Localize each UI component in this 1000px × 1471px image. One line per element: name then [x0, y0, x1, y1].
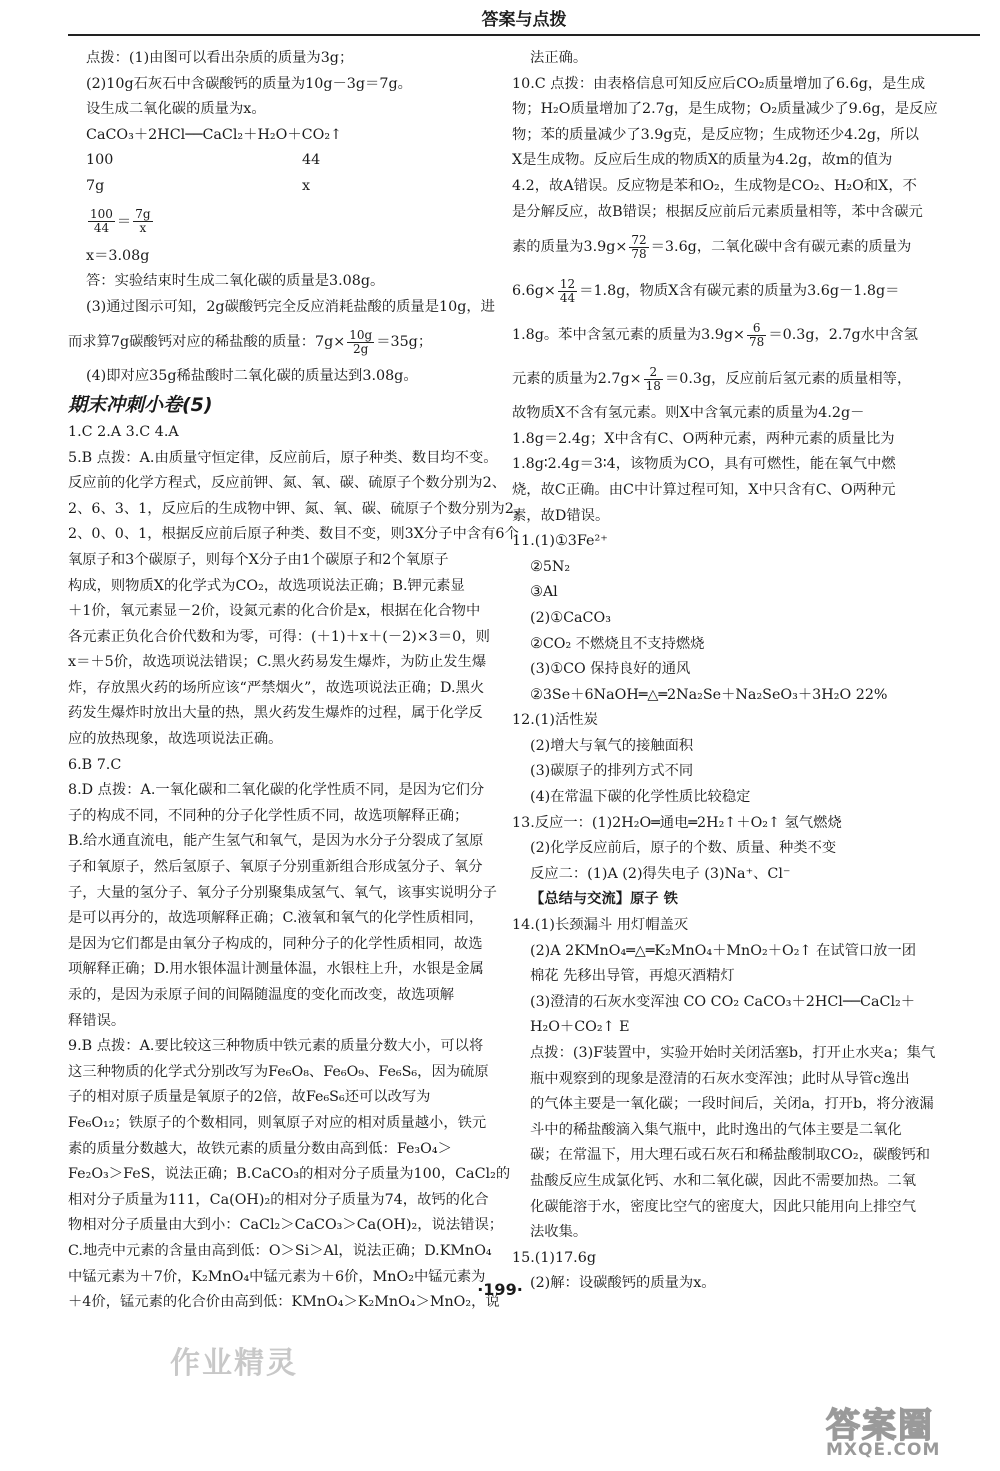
text-line: ②3Se＋6NaOH═△═2Na₂Se＋Na₂SeO₃＋3H₂O 22%: [530, 686, 888, 703]
fraction-line: [512, 313, 982, 357]
text-line: 设生成二氧化碳的质量为x。: [86, 101, 266, 118]
text-line: 点拨：(3)F装置中，实验开始时关闭活塞b，打开止水夹a；集气: [530, 1045, 936, 1061]
text-line: ②5N₂: [530, 558, 571, 575]
text-line: (2)10g石灰石中含碳酸钙的质量为10g－3g＝7g。: [86, 75, 412, 92]
text-line: (2)①CaCO₃: [530, 609, 611, 626]
text-line: 药发生爆炸时放出大量的热，黑火药发生爆炸的过程，属于化学反: [68, 705, 483, 722]
fraction-line: [512, 225, 982, 269]
text-line: 子的构成不同，不同种的分子化学性质不同，故选项解释正确；: [68, 807, 469, 824]
text-line: (3)通过图示可知，2g碳酸钙完全反应消耗盐酸的质量是10g，进: [86, 298, 495, 315]
section-title: 期末冲刺小卷(5): [68, 393, 213, 416]
numerator: 6: [747, 322, 766, 336]
text-line: 物相对分子质量由大到小：CaCl₂＞CaCO₃＞Ca(OH)₂，说法错误；: [68, 1217, 504, 1234]
text-span: 而求算7g碳酸钙对应的稀盐酸的质量：7g×: [68, 334, 346, 351]
text-line: 的气体主要是一氧化碳；一段时间后，关闭a，打开b，将分液漏: [530, 1096, 934, 1113]
fraction: [644, 366, 663, 393]
numerator: 100: [90, 207, 113, 222]
ratio-row: [68, 148, 500, 174]
text-line: (2)A 2KMnO₄═△═K₂MnO₄＋MnO₂＋O₂↑ 在试管口放一团: [530, 942, 917, 959]
denominator: 2g: [353, 341, 369, 356]
text-line: 【总结与交流】原子 铁: [530, 891, 678, 908]
text-line: 5.B 点拨：A.由质量守恒定律，反应前后，原子种类、数目均不变。: [68, 449, 498, 466]
numerator: 7g: [135, 207, 151, 222]
text-line: B.给水通直流电，能产生氢气和氧气，是因为水分子分裂成了氢原: [68, 833, 484, 850]
text-line: 1.8g∶2.4g＝3∶4，该物质为CO，具有可燃性，能在氧气中燃: [512, 456, 896, 473]
text-span: 元素的质量为2.7g×: [512, 371, 642, 388]
text-line: 反应前的化学方程式，反应前钾、氮、氧、碳、硫原子个数分别为2、: [68, 475, 506, 492]
text-line: ②CO₂ 不燃烧且不支持燃烧: [530, 635, 705, 652]
fraction: [88, 208, 115, 235]
text-line: 子，大量的氢分子、氧分子分别聚集成氢气、氧气，该事实说明分子: [68, 884, 497, 901]
denominator: 44: [559, 290, 576, 305]
denominator: 78: [749, 334, 765, 349]
text-line: 法正确。: [530, 50, 588, 66]
text-line: x＝3.08g: [86, 247, 150, 264]
watermark-url: MXQE.COM: [826, 1440, 941, 1460]
text-line: 斗中的稀盐酸滴入集气瓶中，此时逸出的气体主要是二氧化: [530, 1121, 902, 1138]
denominator: 18: [645, 378, 661, 393]
text-line: 2、6、3、1，反应后的生成物中钾、氮、氧、碳、硫原子个数分别为2、: [68, 500, 529, 517]
text-span: ＝1.8g，物质X含有碳元素的质量为3.6g－1.8g＝: [579, 283, 900, 300]
denominator: 44: [93, 221, 110, 236]
text-line: 是分解反应，故B错误；根据反应前后元素质量相等，苯中含碳元: [512, 203, 923, 220]
right-column: [512, 46, 982, 1297]
text-line: 各元素正负化合价代数和为零，可得：(＋1)＋x＋(－2)×3＝0，则: [68, 628, 490, 645]
text-line: 答：实验结束时生成二氧化碳的质量是3.08g。: [86, 273, 385, 290]
numerator: 12: [559, 276, 576, 291]
text-line: 2、0、0、1，根据反应前后原子种类、数目不变，则3X分子中含有6个: [68, 526, 519, 543]
text-line: 点拨：(1)由图可以看出杂质的质量为3g；: [86, 50, 354, 66]
text-line: 相对分子质量为111，Ca(OH)₂的相对分子质量为74，故钙的化合: [68, 1191, 489, 1208]
ratio-value: x: [302, 177, 311, 194]
denominator: x: [139, 221, 147, 236]
text-span: ＝0.3g，反应前后氢元素的质量相等，: [664, 371, 912, 388]
text-line: 氧原子和3个碳原子，则每个X分子由1个碳原子和2个氧原子: [68, 551, 449, 568]
text-line: 汞的，是因为汞原子间的间隔随温度的变化而改变，故选项解: [68, 987, 455, 1003]
fraction: [747, 322, 766, 349]
text-line: 11.(1)①3Fe²⁺: [512, 533, 608, 550]
text-line: 1.C 2.A 3.C 4.A: [68, 423, 179, 440]
fraction: [629, 234, 648, 261]
text-line: 棉花 先移出导管，再熄灭酒精灯: [530, 968, 735, 985]
text-span: ＝0.3g，2.7g水中含氢: [768, 327, 918, 344]
fraction: [133, 208, 152, 235]
text-line: 反应二：(1)A (2)得失电子 (3)Na⁺、Cl⁻: [530, 865, 791, 882]
text-line: 烧，故C正确。由C中计算过程可知，X中只含有C、O两种元: [512, 481, 896, 498]
text-span: ＝35g；: [376, 334, 433, 351]
text-line: 9.B 点拨：A.要比较这三种物质中铁元素的质量分数大小，可以将: [68, 1038, 484, 1055]
text-line: 是可以再分的，故选项解释正确；C.液氧和氧气的化学性质相同，: [68, 910, 484, 927]
numerator: 2: [644, 366, 663, 380]
numerator: 72: [631, 232, 647, 247]
text-line: 法收集。: [530, 1224, 588, 1241]
numerator: 10g: [349, 327, 373, 342]
text-line: 12.(1)活性炭: [512, 712, 598, 729]
text-span: 1.8g。苯中含氢元素的质量为3.9g×: [512, 327, 746, 344]
text-line: 6.B 7.C: [68, 756, 122, 773]
text-line: 物；苯的质量减少了3.9g克，是反应物；生成物还少4.2g，所以: [512, 126, 919, 143]
text-line: 素的质量分数越大，故铁元素的质量分数由高到低：Fe₃O₄＞: [68, 1140, 452, 1157]
text-line: ＋1价，氧元素显－2价，设氮元素的化合价是x，根据在化合物中: [68, 603, 481, 620]
text-line: 化碳能溶于水，密度比空气的密度大，因此只能用向上排空气: [530, 1198, 917, 1215]
left-column: [68, 46, 529, 1316]
text-line: 中锰元素为＋7价，K₂MnO₄中锰元素为＋6价，MnO₂中锰元素为: [68, 1268, 486, 1285]
text-span: 素的质量为3.9g×: [512, 239, 628, 256]
watermark-logo: [826, 1398, 982, 1460]
text-span: 6.6g×: [512, 283, 556, 300]
text-line: 8.D 点拨：A.一氧化碳和二氧化碳的化学性质不同，是因为它们分: [68, 782, 485, 799]
fraction-line: [512, 357, 982, 401]
ratio-row: [68, 174, 500, 200]
text-line: 子的相对原子质量是氧原子的2倍，故Fe₆S₆还可以改写为: [68, 1089, 431, 1106]
text-line: 14.(1)长颈漏斗 用灯帽盖灭: [512, 917, 689, 934]
ratio-value: 7g: [86, 177, 105, 194]
text-line: (2)解：设碳酸钙的质量为x。: [530, 1275, 716, 1292]
header-title: 答案与点拨: [481, 10, 567, 30]
text-line: (3)碳原子的排列方式不同: [530, 763, 694, 780]
text-line: 物；H₂O质量增加了2.7g，是生成物；O₂质量减少了9.6g，是反应: [512, 101, 938, 118]
ratio-value: 44: [302, 152, 321, 169]
watermark-left: 作业精灵: [170, 1346, 298, 1381]
text-line: (2)化学反应前后，原子的个数、质量、种类不变: [530, 840, 837, 857]
text-line: 盐酸反应生成氯化钙、水和二氧化碳，因此不需要加热。二氧: [530, 1172, 917, 1189]
text-line: H₂O＋CO₂↑ E: [530, 1019, 630, 1036]
text-line: ＋4价，锰元素的化合价由高到低：KMnO₄＞K₂MnO₄＞MnO₂，说: [68, 1294, 500, 1311]
text-line: 故物质X不含有氢元素。则X中含氧元素的质量为4.2g－: [512, 405, 865, 422]
text-line: (4)在常温下碳的化学性质比较稳定: [530, 789, 751, 806]
text-line: (3)澄清的石灰水变浑浊 CO CO₂ CaCO₃＋2HCl──CaCl₂＋: [530, 993, 916, 1010]
text-line: 是因为它们都是由氧分子构成的，同种分子的化学性质相同，故选: [68, 935, 483, 952]
fraction-line: [512, 269, 982, 313]
watermark-logo-text: 答案圈: [826, 1406, 934, 1446]
denominator: 78: [631, 246, 647, 261]
text-line: 炸，存放黑火药的场所应该“严禁烟火”，故选项说法正确；D.黑火: [68, 679, 485, 696]
text-line: Fe₆O₁₂；铁原子的个数相同，则氧原子对应的相对质量越小，铁元: [68, 1114, 487, 1131]
text-line: 释错误。: [68, 1012, 126, 1029]
page-number: ·199·: [477, 1280, 523, 1299]
text-line: 10.C 点拨：由表格信息可知反应后CO₂质量增加了6.6g，是生成: [512, 75, 926, 92]
text-line: (2)增大与氧气的接触面积: [530, 737, 694, 754]
text-line: x＝＋5价，故选项说法错误；C.黑火药易发生爆炸，为防止发生爆: [68, 654, 487, 671]
text-line: 项解释正确；D.用水银体温计测量体温，水银柱上升，水银是金属: [68, 961, 484, 978]
text-line: ③Al: [530, 584, 558, 601]
ratio-value: 100: [86, 152, 114, 169]
text-line: 瓶中观察到的现象是澄清的石灰水变浑浊；此时从导管c逸出: [530, 1070, 910, 1087]
text-line: 碳；在常温下，用大理石或石灰石和稀盐酸制取CO₂，碳酸钙和: [530, 1147, 931, 1164]
text-line: 这三种物质的化学式分别改写为Fe₆O₈、Fe₆O₉、Fe₆S₆，因为硫原: [68, 1063, 489, 1080]
text-line: 15.(1)17.6g: [512, 1249, 596, 1266]
text-line: X是生成物。反应后生成的物质X的质量为4.2g，故m的值为: [512, 152, 893, 169]
text-line: 4.2，故A错误。反应物是苯和O₂，生成物是CO₂、H₂O和X，不: [512, 177, 917, 194]
text-line: 应的放热现象，故选项说法正确。: [68, 731, 283, 748]
text-line: 构成，则物质X的化学式为CO₂，故选项说法正确；B.钾元素显: [68, 577, 465, 594]
text-span: ＝3.6g，二氧化碳中含有碳元素的质量为: [650, 239, 912, 256]
equation-line: CaCO₃＋2HCl──CaCl₂＋H₂O＋CO₂↑: [86, 126, 343, 143]
text-line: C.地壳中元素的含量由高到低：O＞Si＞Al，说法正确；D.KMnO₄: [68, 1242, 492, 1259]
text-line: 子和氧原子，然后氢原子、氧原子分别重新组合形成氢分子、氧分: [68, 859, 483, 876]
fraction: [347, 329, 374, 356]
text-line: (4)即对应35g稀盐酸时二氧化碳的质量达到3.08g。: [86, 368, 418, 385]
text-line: (3)①CO 保持良好的通风: [530, 661, 691, 678]
fraction-equation: $\frac{100}{44}$ ＝ $\frac{7g}{x}$: [90, 207, 151, 236]
text-line: 13.反应一：(1)2H₂O═通电═2H₂↑＋O₂↑ 氢气燃烧: [512, 814, 842, 831]
fraction: [558, 278, 577, 305]
fraction-line: [68, 320, 500, 364]
page-header: [68, 6, 980, 36]
text-line: 素，故D错误。: [512, 507, 610, 524]
text-line: Fe₂O₃＞FeS，说法正确；B.CaCO₃的相对分子质量为100，CaCl₂的: [68, 1166, 511, 1183]
text-line: 1.8g＝2.4g；X中含有C、O两种元素，两种元素的质量比为: [512, 430, 895, 447]
